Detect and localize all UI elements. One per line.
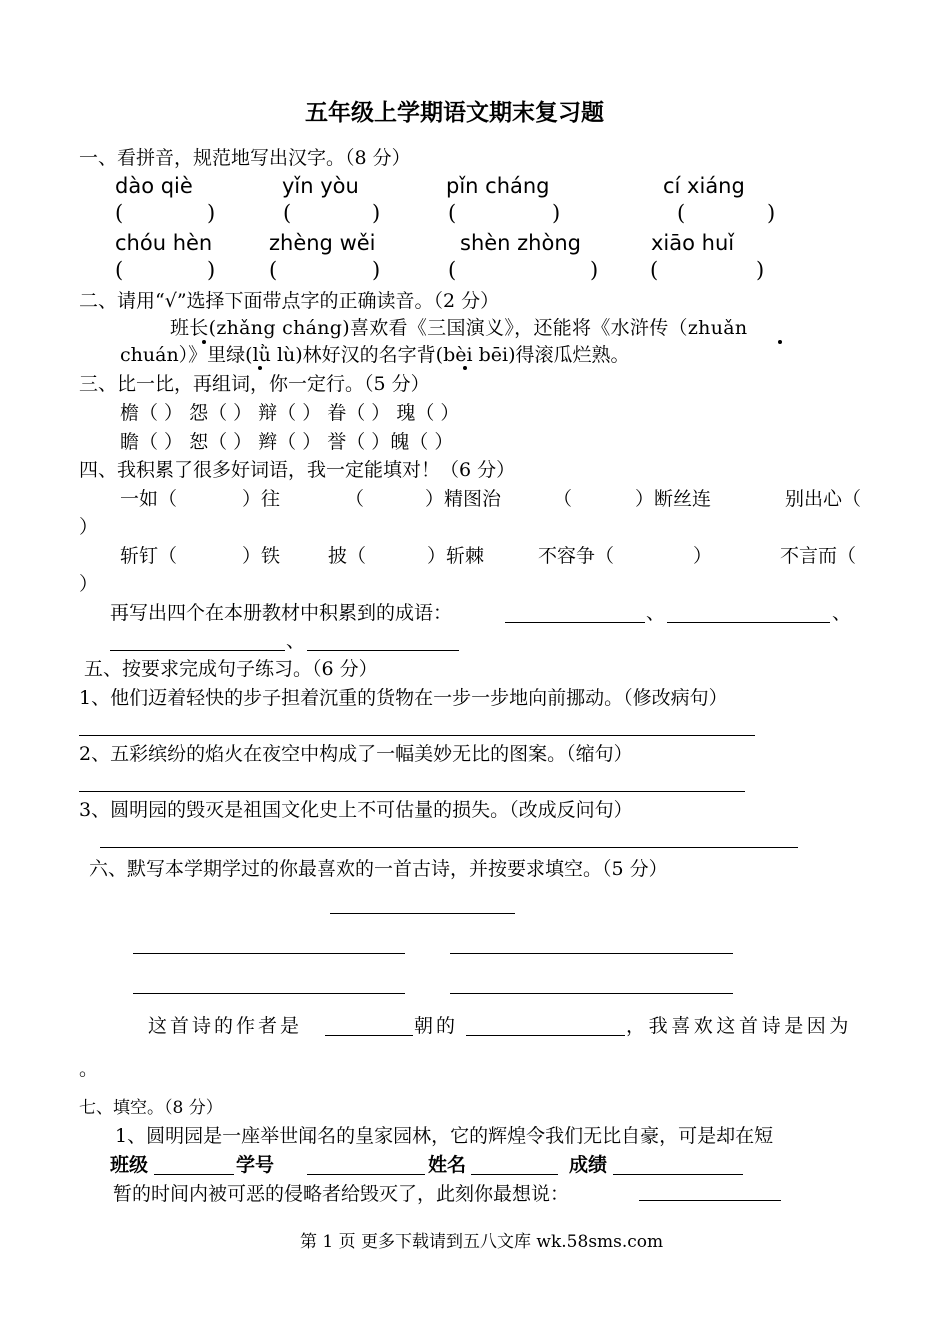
pinyin: cí xiáng [663, 174, 745, 198]
author-prompt-b: 朝的 [414, 1015, 459, 1037]
idiom-fill: ） [693, 545, 713, 567]
emphasis-dot [463, 366, 467, 370]
fill-q1-line1: 1、圆明园是一座举世闻名的皇家园林，它的辉煌令我们无比自豪，可是却在短 [115, 1125, 774, 1147]
blank-paren-close: ) [756, 258, 765, 282]
section-4-heading: 四、我积累了很多好词语，我一定能填对！（6 分） [79, 459, 516, 481]
blank-paren-close: ) [590, 258, 599, 282]
emphasis-dot [778, 340, 782, 344]
score-field[interactable] [613, 1174, 743, 1175]
answer-line[interactable] [79, 735, 755, 736]
poem-title-line[interactable] [330, 913, 515, 914]
idiom-fill: 斩钉（ [120, 545, 178, 567]
sentence-q1: 1、他们迈着轻快的步子担着沉重的货物在一步一步地向前挪动。（修改病句） [79, 687, 728, 709]
sentence-q2: 2、五彩缤纷的焰火在夜空中构成了一幅美妙无比的图案。（缩句） [79, 743, 633, 765]
answer-line[interactable] [110, 650, 285, 651]
answer-line[interactable] [639, 1200, 781, 1201]
section-6-heading: 六、默写本学期学过的你最喜欢的一首古诗，并按要求填空。（5 分） [89, 858, 668, 880]
emphasis-dot [258, 366, 262, 370]
blank-paren-close: ) [207, 258, 216, 282]
student-id-field[interactable] [307, 1174, 425, 1175]
pinyin: xiāo huǐ [651, 231, 735, 255]
blank-paren-open: ( [115, 201, 124, 225]
blank-paren-close: ) [552, 201, 561, 225]
idiom-fill: （ [345, 488, 365, 510]
blank-paren-close: ) [207, 201, 216, 225]
pinyin: yǐn yòu [282, 174, 359, 198]
blank-paren-open: ( [448, 258, 457, 282]
blank-paren-open: ( [283, 201, 292, 225]
class-label: 班级 [110, 1154, 149, 1176]
blank-paren-open: ( [269, 258, 278, 282]
section-3-heading: 三、比一比，再组词，你一定行。（5 分） [79, 373, 430, 395]
pinyin: zhèng wěi [269, 231, 376, 255]
author-line[interactable] [325, 1035, 413, 1036]
score-label: 成绩 [569, 1154, 608, 1176]
compare-row-2: 瞻（ ） 恕（ ） 辫（ ） 誉（ ）魄（ ） [120, 431, 454, 453]
page-title: 五年级上学期语文期末复习题 [305, 99, 604, 126]
pinyin: chóu hèn [115, 231, 213, 255]
idiom-fill-cont: ） [79, 516, 99, 538]
pinyin: shèn zhòng [460, 231, 581, 255]
poem-line[interactable] [450, 953, 733, 954]
idiom-fill: 披（ [328, 545, 367, 567]
answer-line[interactable] [79, 791, 745, 792]
blank-paren-close: ) [767, 201, 776, 225]
section-7-heading: 七、填空。（8 分） [79, 1098, 223, 1118]
answer-line[interactable] [100, 847, 798, 848]
section-2-text-line2: chuán）》里绿(lǜ lù)林好汉的名字背(bèi bēi)得滚瓜烂熟。 [120, 344, 630, 366]
idiom-fill: 不容争（ [538, 545, 615, 567]
idiom-fill: （ [553, 488, 573, 510]
blank-paren-open: ( [448, 201, 457, 225]
idiom-fill: 一如（ [120, 488, 178, 510]
separator: 、 [286, 630, 306, 652]
compare-row-1: 檐（ ） 怨（ ） 辩（ ） 眷（ ） 瑰（ ） [120, 402, 460, 424]
blank-paren-open: ( [115, 258, 124, 282]
blank-paren-close: ) [372, 201, 381, 225]
dynasty-line[interactable] [466, 1035, 625, 1036]
fill-q1-line2: 暂的时间内被可恶的侵略者给毁灭了，此刻你最想说： [113, 1183, 570, 1205]
author-prompt-c: ，我喜欢这首诗是因为 [626, 1015, 853, 1037]
answer-line[interactable] [667, 622, 830, 623]
idiom-fill: ）往 [242, 488, 281, 510]
section-2-heading: 二、请用“√”选择下面带点字的正确读音。（2 分） [79, 290, 500, 312]
idiom-fill: ）铁 [242, 545, 281, 567]
idiom-fill: ）斩棘 [427, 545, 485, 567]
separator: 、 [646, 602, 666, 624]
poem-line[interactable] [450, 993, 733, 994]
poem-line[interactable] [133, 953, 405, 954]
blank-paren-open: ( [677, 201, 686, 225]
name-label: 姓名 [428, 1154, 467, 1176]
answer-line[interactable] [307, 650, 459, 651]
class-field[interactable] [154, 1174, 234, 1175]
blank-paren-close: ) [372, 258, 381, 282]
section-5-heading: 五、按要求完成句子练习。（6 分） [84, 658, 378, 680]
emphasis-dot [202, 340, 206, 344]
separator: 、 [832, 602, 852, 624]
blank-paren-open: ( [650, 258, 659, 282]
sentence-q3: 3、圆明园的毁灭是祖国文化史上不可估量的损失。（改成反问句） [79, 799, 633, 821]
section-1-heading: 一、看拼音，规范地写出汉字。（8 分） [79, 147, 411, 169]
idioms-prompt: 再写出四个在本册教材中积累到的成语： [110, 602, 453, 624]
page-footer: 第 1 页 更多下载请到五八文库 wk.58sms.com [300, 1232, 664, 1252]
idiom-fill: 别出心（ [785, 488, 862, 510]
idiom-fill-cont: ） [79, 573, 99, 595]
poem-line[interactable] [133, 993, 405, 994]
author-prompt-a: 这首诗的作者是 [148, 1015, 303, 1037]
idiom-fill: ）精图治 [425, 488, 502, 510]
idiom-fill: ）断丝连 [635, 488, 712, 510]
section-2-text-line1: 班长(zhǎng cháng)喜欢看《三国演义》，还能将《水浒传（zhuǎn [170, 317, 748, 339]
answer-line[interactable] [505, 622, 645, 623]
idiom-fill: 不言而（ [780, 545, 857, 567]
pinyin: pǐn cháng [446, 174, 550, 198]
student-id-label: 学号 [236, 1154, 275, 1176]
name-field[interactable] [471, 1174, 558, 1175]
pinyin: dào qiè [115, 174, 193, 198]
sentence-end: 。 [79, 1058, 99, 1080]
